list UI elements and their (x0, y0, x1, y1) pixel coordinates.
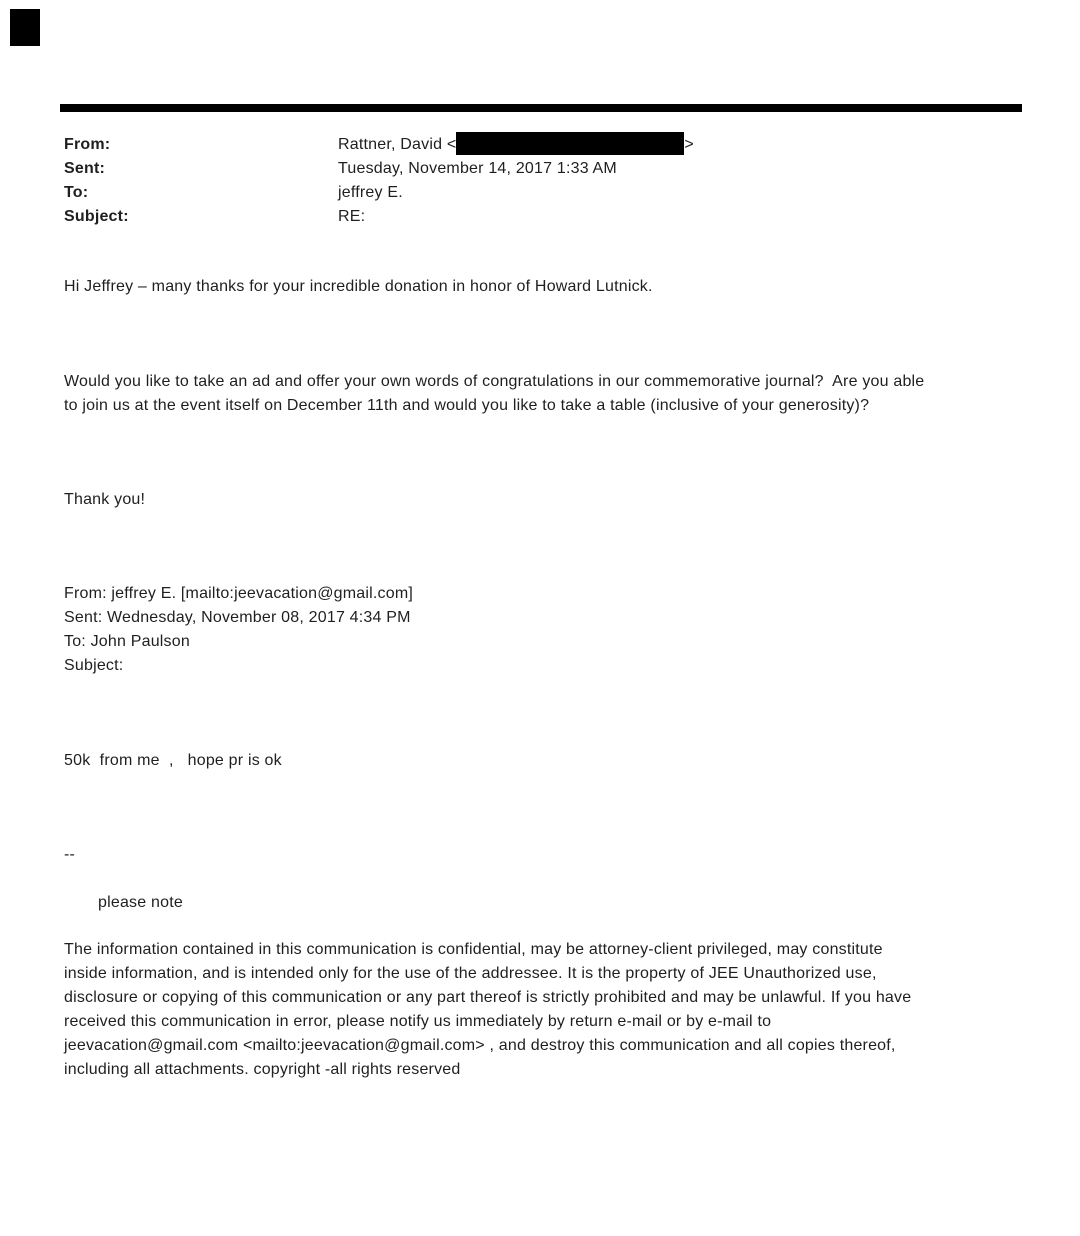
question-paragraph (64, 370, 924, 418)
thanks-paragraph: Thank you! (64, 491, 146, 508)
quoted-email-header-block (64, 582, 413, 678)
subject-value: RE: (338, 208, 366, 225)
email-header-block (64, 133, 694, 229)
header-row-sent (64, 157, 694, 181)
text-line: Sent: Wednesday, November 08, 2017 4:34 PM (64, 609, 411, 626)
to-label: To: (64, 184, 89, 201)
subject-label: Subject: (64, 208, 129, 225)
text-line: to join us at the event itself on December 11th and would you like to take a table (inclusive of your generosity)? (64, 397, 870, 414)
signature-note: please note (98, 894, 183, 911)
text-line: To: John Paulson (64, 633, 190, 650)
sent-label: Sent: (64, 160, 105, 177)
from-value-suffix: > (684, 136, 694, 153)
to-value: jeffrey E. (338, 184, 403, 201)
from-value (338, 133, 694, 157)
quoted-message-text: 50k from me , hope pr is ok (64, 752, 282, 769)
text-line: including all attachments. copyright -all rights reserved (64, 1061, 461, 1078)
text-line: inside information, and is intended only for the use of the addressee. It is the property of JEE Unauthorized use, (64, 965, 877, 982)
disclaimer-paragraph (64, 938, 911, 1082)
text-line: disclosure or copying of this communication or any part thereof is strictly prohibited and may be unlawful. If you have (64, 989, 912, 1006)
header-row-to (64, 181, 694, 205)
greeting-paragraph: Hi Jeffrey – many thanks for your incredible donation in honor of Howard Lutnick. (64, 278, 653, 295)
header-row-from (64, 133, 694, 157)
email-address-redaction-box (456, 132, 684, 155)
from-value-prefix: Rattner, David < (338, 136, 457, 153)
text-line: Would you like to take an ad and offer your own words of congratulations in our commemorative journal? Are you able (64, 373, 925, 390)
text-line: received this communication in error, please notify us immediately by return e-mail or by e-mail to (64, 1013, 772, 1030)
corner-redaction-mark (10, 9, 40, 46)
header-divider-rule (60, 104, 1022, 112)
text-line: From: jeffrey E. [mailto:jeevacation@gmail.com] (64, 585, 414, 602)
text-line: Subject: (64, 657, 124, 674)
header-row-subject (64, 205, 694, 229)
text-line: jeevacation@gmail.com <mailto:jeevacation@gmail.com> , and destroy this communication and all copies thereof, (64, 1037, 896, 1054)
text-line: The information contained in this communication is confidential, may be attorney-client privileged, may constitute (64, 941, 883, 958)
signature-separator: -- (64, 846, 76, 863)
from-label: From: (64, 136, 111, 153)
sent-value: Tuesday, November 14, 2017 1:33 AM (338, 160, 617, 177)
